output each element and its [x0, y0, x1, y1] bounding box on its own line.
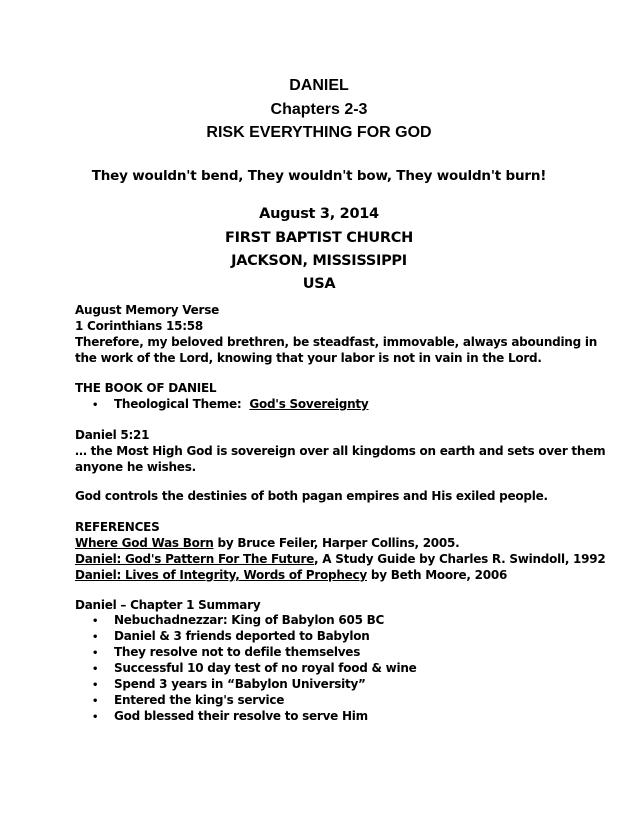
bullet-icon: • — [92, 632, 99, 643]
bullet-icon: • — [92, 712, 99, 723]
summary-item — [92, 645, 360, 659]
reference-title: Daniel: God's Pattern For The Future — [75, 552, 315, 566]
memory-verse-text-line-2: the work of the Lord, knowing that your labor is not in vain in the Lord. — [75, 351, 542, 365]
summary-heading: Daniel – Chapter 1 Summary — [75, 598, 261, 612]
theological-theme-item — [92, 397, 368, 411]
tagline: They wouldn't bend, They wouldn't bow, They wouldn't burn! — [91, 168, 547, 184]
summary-item — [92, 613, 384, 627]
reference-title: Daniel: Lives of Integrity, Words of Prophecy — [75, 568, 367, 582]
summary-item — [92, 677, 366, 691]
reference-item — [75, 552, 605, 566]
summary-item — [92, 709, 368, 723]
church-country: USA — [302, 276, 336, 292]
verse-text-line-2: anyone he wishes. — [75, 460, 196, 474]
memory-verse-heading: August Memory Verse — [75, 303, 219, 317]
memory-verse-reference: 1 Corinthians 15:58 — [75, 319, 203, 333]
summary-item-text: Successful 10 day test of no royal food & wine — [114, 661, 417, 675]
reference-item — [75, 536, 459, 550]
sermon-date: August 3, 2014 — [259, 206, 379, 222]
document-title: DANIEL — [289, 77, 349, 94]
church-city: JACKSON, MISSISSIPPI — [231, 253, 407, 269]
memory-verse-text-line-1: Therefore, my beloved brethren, be steadfast, immovable, always abounding in — [75, 335, 598, 349]
summary-item-text: They resolve not to defile themselves — [114, 645, 361, 659]
book-heading: THE BOOK OF DANIEL — [75, 381, 217, 395]
summary-item-text: God blessed their resolve to serve Him — [114, 709, 368, 723]
reference-details: by Beth Moore, 2006 — [366, 568, 508, 582]
theme-heading: RISK EVERYTHING FOR GOD — [206, 124, 432, 141]
reference-item — [75, 568, 507, 582]
bullet-icon: • — [92, 400, 99, 411]
reference-details: by Bruce Feiler, Harper Collins, 2005. — [213, 536, 460, 550]
summary-item-text: Entered the king's service — [114, 693, 285, 707]
bullet-icon: • — [92, 696, 99, 707]
summary-item-text: Spend 3 years in “Babylon University” — [114, 677, 366, 691]
sovereignty-statement: God controls the destinies of both pagan empires and His exiled people. — [75, 489, 548, 503]
summary-item-text: Nebuchadnezzar: King of Babylon 605 BC — [114, 613, 385, 627]
references-heading: REFERENCES — [75, 520, 160, 534]
bullet-icon: • — [92, 648, 99, 659]
bullet-icon: • — [92, 664, 99, 675]
summary-item — [92, 629, 370, 643]
summary-item — [92, 693, 284, 707]
theme-value: God's Sovereignty — [249, 397, 369, 411]
reference-details: , A Study Guide by Charles R. Swindoll, 1992 — [314, 552, 606, 566]
chapters-subtitle: Chapters 2-3 — [270, 101, 368, 118]
verse-reference: Daniel 5:21 — [75, 428, 150, 442]
summary-item — [92, 661, 417, 675]
bullet-icon: • — [92, 616, 99, 627]
verse-text-line-1: … the Most High God is sovereign over all kingdoms on earth and sets over them — [75, 444, 606, 458]
reference-title: Where God Was Born — [75, 536, 214, 550]
church-name: FIRST BAPTIST CHURCH — [225, 230, 413, 246]
bullet-icon: • — [92, 680, 99, 691]
summary-item-text: Daniel & 3 friends deported to Babylon — [114, 629, 370, 643]
theme-label: Theological Theme: — [114, 397, 242, 411]
